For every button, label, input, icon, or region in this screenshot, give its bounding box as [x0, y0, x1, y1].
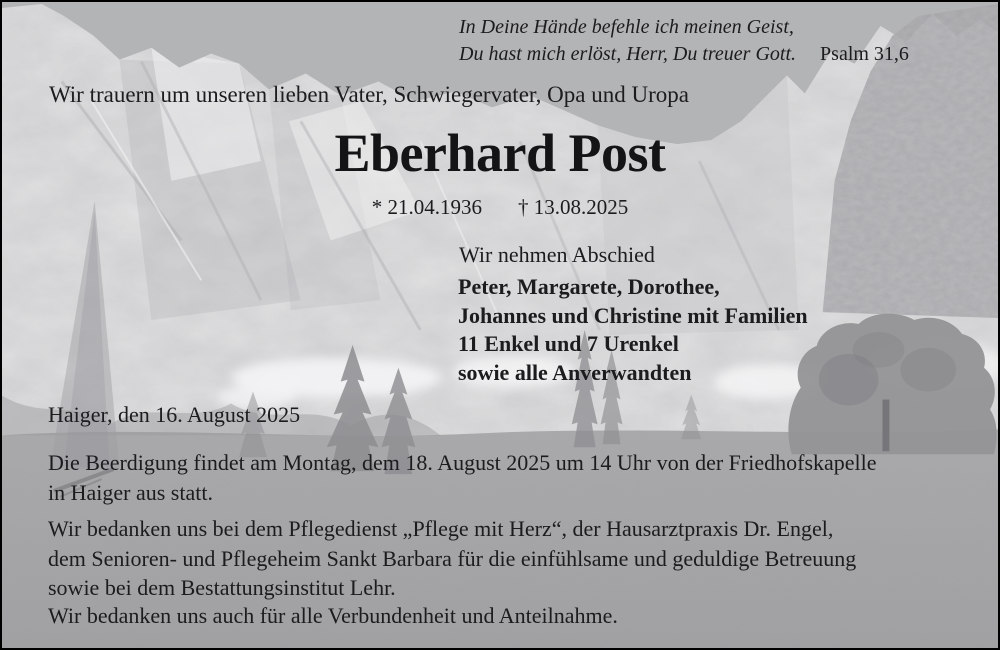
thanks-line: dem Senioren- und Pflegeheim Sankt Barbara für die einfühlsame und geduldige Betreuung	[48, 545, 857, 571]
funeral-line: in Haiger aus statt.	[48, 479, 213, 505]
psalm-reference: Psalm 31,6	[820, 43, 909, 65]
place-and-date: Haiger, den 16. August 2025	[48, 402, 301, 427]
epigraph-line-2-row	[459, 41, 909, 68]
thanks-line: sowie bei dem Bestattungsinstitut Lehr.	[48, 575, 396, 600]
intro-line: Wir trauern um unseren lieben Vater, Schwiegervater, Opa und Uropa	[49, 82, 689, 107]
mourner-line: 11 Enkel und 7 Urenkel	[458, 331, 679, 356]
epigraph-line-1: In Deine Hände befehle ich meinen Geist,	[459, 16, 794, 38]
mourner-line: Peter, Margarete, Dorothee,	[458, 274, 720, 299]
death-date: † 13.08.2025	[518, 195, 629, 219]
epigraph-line-2: Du hast mich erlöst, Herr, Du treuer Gott.	[459, 43, 797, 65]
condolence-line: Wir bedanken uns auch für alle Verbundenheit und Anteilnahme.	[48, 603, 618, 628]
thanks-paragraph	[48, 514, 856, 603]
funeral-line: Die Beerdigung findet am Montag, dem 18. August 2025 um 14 Uhr von der Friedhofskapelle	[48, 450, 877, 475]
funeral-info	[48, 448, 877, 507]
deceased-name: Eberhard Post	[334, 123, 666, 183]
epigraph	[459, 14, 909, 68]
farewell-heading: Wir nehmen Abschied	[459, 242, 655, 267]
mourners-list	[458, 273, 808, 387]
thanks-line: Wir bedanken uns bei dem Pflegedienst „Pflege mit Herz“, der Hausarztpraxis Dr. Engel,	[48, 516, 834, 541]
life-dates	[2, 195, 998, 220]
birth-date: * 21.04.1936	[371, 195, 482, 219]
mourner-line: sowie alle Anverwandten	[458, 359, 692, 385]
mourner-line: Johannes und Christine mit Familien	[458, 302, 808, 328]
